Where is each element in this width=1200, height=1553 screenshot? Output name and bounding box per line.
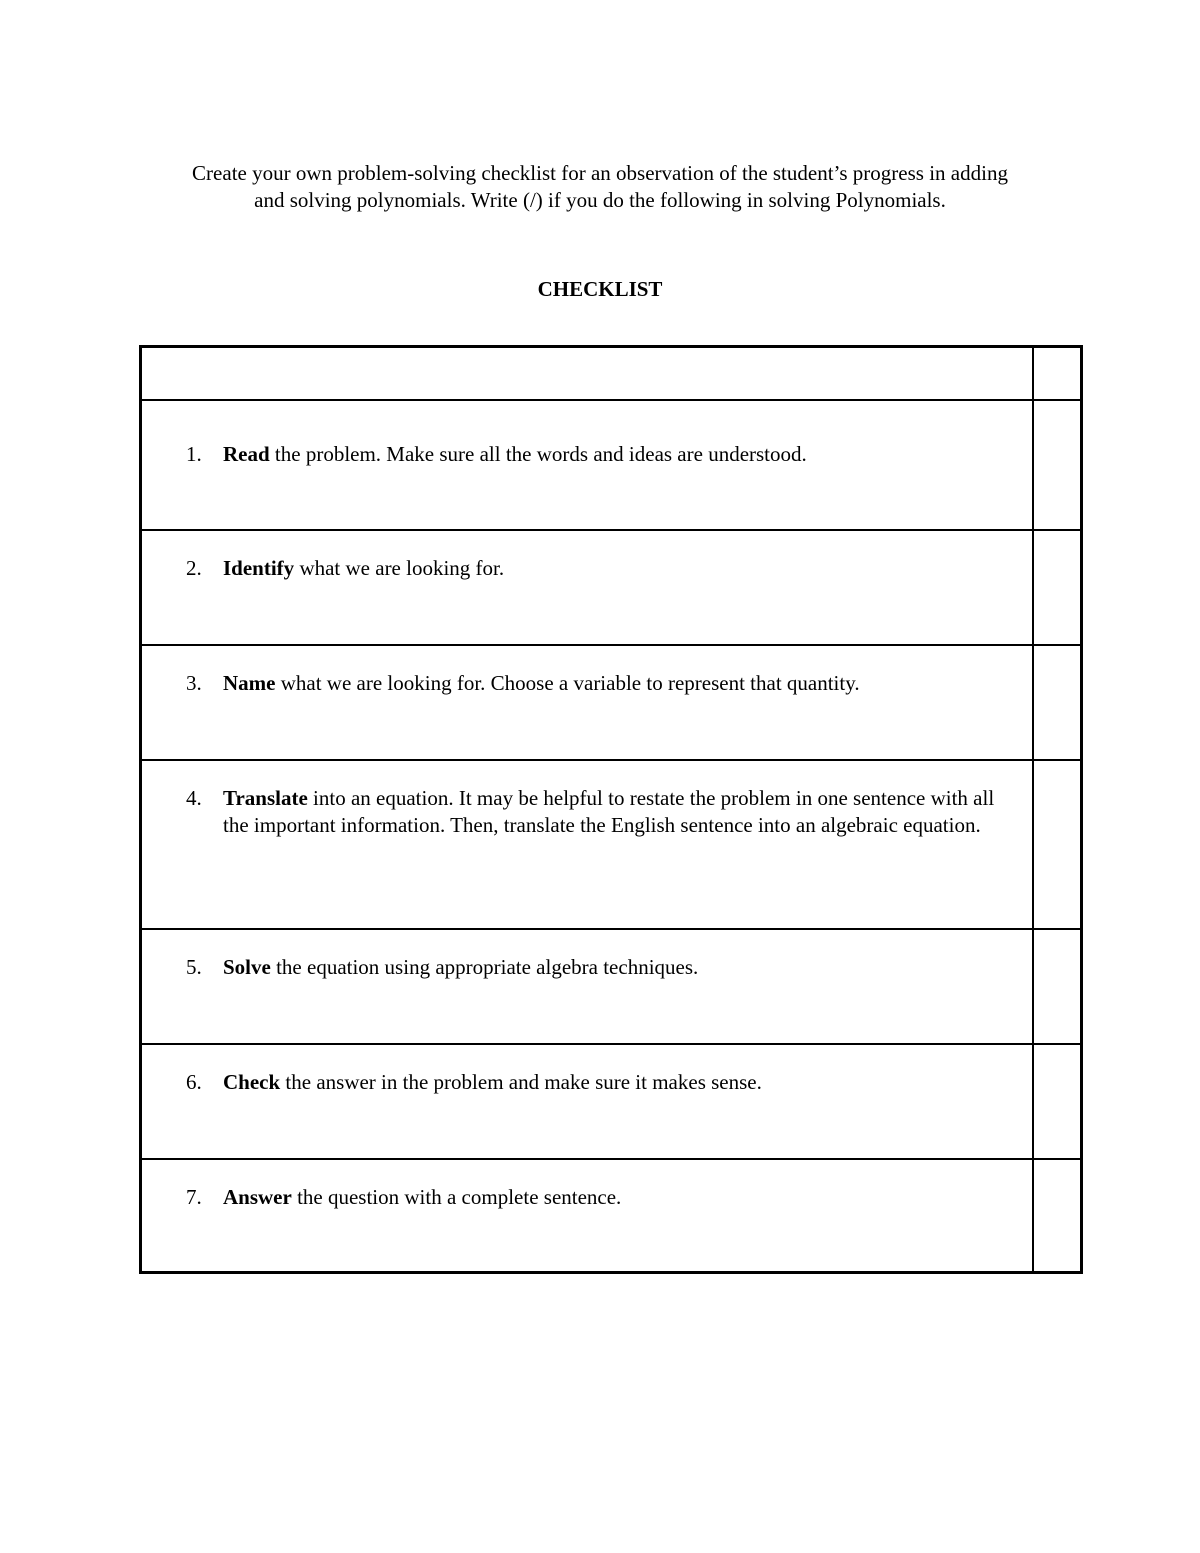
item-text: the problem. Make sure all the words and ideas are understood. [269,442,807,466]
table-row [141,645,1082,760]
check-cell[interactable] [1033,929,1082,1044]
item-number: 5. [186,955,202,979]
checklist-item-answer [142,1184,1032,1211]
checklist-heading: CHECKLIST [537,277,663,301]
item-number: 4. [186,786,202,810]
check-cell[interactable] [1033,1044,1082,1159]
item-text: the equation using appropriate algebra techniques. [270,955,699,979]
item-keyword: Check [223,1070,281,1094]
item-number: 1. [186,442,202,466]
instructions [100,160,1100,214]
checklist-item-check [142,1069,1032,1096]
item-text: the question with a complete sentence. [291,1185,622,1209]
item-number: 2. [186,556,202,580]
checklist-item-name [142,670,1032,697]
instructions-line-1: Create your own problem-solving checklist for an observation of the student’s progress in adding [192,161,1008,185]
item-keyword: Identify [223,556,295,580]
checklist-item-read [142,441,1032,468]
item-keyword: Answer [223,1185,292,1209]
checklist-item-identify [142,555,1032,582]
check-cell[interactable] [1033,1159,1082,1272]
table-header-row [141,347,1082,401]
item-text: into an equation. It may be helpful to restate the problem in one sentence with all the important information. Then, translate the English sentence into an algebraic equation. [223,786,995,837]
item-text: what we are looking for. [294,556,505,580]
instructions-line-2: and solving polynomials. Write (/) if you do the following in solving Polynomials. [254,188,946,212]
item-cell [141,1159,1034,1272]
header-blank-cell [141,347,1034,401]
check-cell[interactable] [1033,530,1082,645]
checklist-item-translate [142,785,1032,839]
item-number: 6. [186,1070,202,1094]
item-keyword: Read [223,442,270,466]
check-cell[interactable] [1033,645,1082,760]
item-number: 3. [186,671,202,695]
item-cell [141,929,1034,1044]
table-row [141,400,1082,530]
check-cell[interactable] [1033,760,1082,929]
item-text: what we are looking for. Choose a variable to represent that quantity. [275,671,860,695]
item-keyword: Solve [223,955,271,979]
table-row [141,530,1082,645]
table-row [141,929,1082,1044]
table-row [141,1159,1082,1272]
item-cell [141,645,1034,760]
item-keyword: Translate [223,786,308,810]
table-row [141,760,1082,929]
item-keyword: Name [223,671,276,695]
item-cell [141,400,1034,530]
item-cell [141,1044,1034,1159]
check-cell[interactable] [1033,400,1082,530]
checklist-table [139,345,1083,1274]
item-number: 7. [186,1185,202,1209]
checklist-item-solve [142,954,1032,981]
item-text: the answer in the problem and make sure it makes sense. [280,1070,762,1094]
item-cell [141,530,1034,645]
header-check-cell [1033,347,1082,401]
table-row [141,1044,1082,1159]
item-cell [141,760,1034,929]
